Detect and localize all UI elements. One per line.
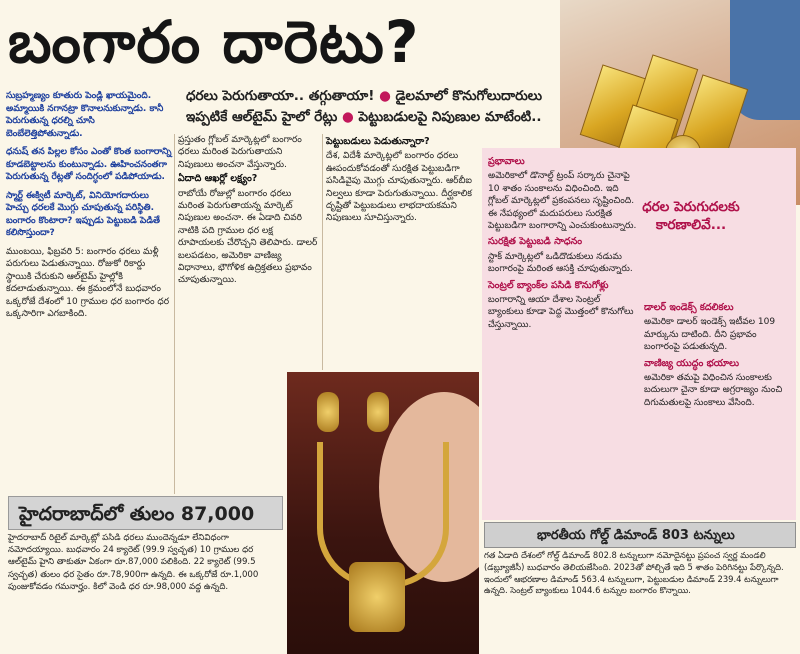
bullet-icon: ● bbox=[342, 109, 354, 125]
price-text: హైదరాబాద్ రిటైల్ మార్కెట్లో పసిడి ధరలు ముందెన్నడూ లేనివిధంగా నమోదయ్యాయి. బుధవారం 24 క్యారెట్ (99.9 స్వచ్ఛత) 10 గ్రాముల ధర ఆల్‌టైమ్ హైని తాకుతూ ఏకంగా రూ.87,000 పలికింది. 22 క్యారెట్ (99.5 స్వచ్ఛత) తులం ధర సైతం రూ.78,900గా ఉన్నది. ఈ ఒక్కరోజే రూ.1,000 పుంజుకోవడం గమనార్హం. కిలో వెండి ధర రూ.98,000 వద్ద ఉన్నది. bbox=[8, 533, 259, 592]
subhead-line2b: పెట్టుబడులపై నిపుణుల మాటేంటి.. bbox=[353, 109, 542, 125]
reasons-callout: ధరల పెరుగుదలకు కారణాలివే... bbox=[642, 199, 740, 233]
column-divider bbox=[174, 134, 175, 494]
middle-paragraph-3: దేశ, విదేశీ మార్కెట్లలో బంగారం ధరలు ఊపందుకోవడంతో సురక్షిత పెట్టుబడిగా పసిడివైపు మొగ్గు చూపుతున్నారు. ఆర్‌బీఐ నిల్వలు కూడా పెరుగుతున్నాయి. దీర్ఘకాలిక దృష్టితో పెట్టుబడులు లాభదాయకమని నిపుణులు సూచిస్తున్నారు. bbox=[326, 151, 472, 224]
bullet-icon: ● bbox=[379, 88, 391, 104]
reasons-column-a bbox=[488, 152, 638, 331]
earring bbox=[367, 392, 389, 432]
intro-blue-2: ధనుష్ తన పిల్లల కోసం ఎంతో కొంత బంగారాన్ని కూడబెట్టాలను కుంటున్నాడు. ఊహించనంతగా పెరుగుతున్న రేట్లతో సందిగ్ధంలో పడిపోయాడు. bbox=[6, 147, 172, 182]
spacer bbox=[644, 214, 794, 298]
price-banner: హైదరాబాద్‌లో తులం 87,000 bbox=[8, 496, 283, 530]
subheadline bbox=[186, 86, 576, 128]
middle-column-1 bbox=[178, 134, 320, 287]
section-safe-investment: సురక్షిత పెట్టుబడి సాధనం bbox=[488, 236, 583, 248]
necklace-photo bbox=[287, 372, 479, 654]
safe-investment-text: స్టాక్ మార్కెట్లలో ఒడిదొడుకులు నడుమ బంగారంపై మరింత ఆసక్తి చూపుతున్నారు. bbox=[488, 251, 633, 275]
section-trade-war: వాణిజ్య యుద్ధం భయాలు bbox=[644, 357, 739, 369]
middle-paragraph-2: రాబోయే రోజుల్లో బంగారం ధరలు మరింత పెరుగుతాయన్న మార్కెట్ నిపుణుల అంచనా. ఈ ఏడాది చివరి నాటికి పది గ్రాముల ధర లక్ష రూపాయలకు చేరొచ్చని తెలిపారు. డాలర్ బలపడటం, అమెరికా వాణిజ్య విధానాలు, భౌగోళిక ఉద్రిక్తతలు ప్రభావం చూపుతున్నాయి. bbox=[178, 188, 318, 286]
middle-column-2 bbox=[326, 134, 476, 225]
intro-blue-1: సుబ్రహ్మణ్యం కూతురు పెండ్లి ఖాయమైంది. అమ్మాయికి నగానట్రా కొనాలనుకున్నాడు. కానీ పెరుగుతున్న ధరల్ని చూసి బెంబేలెత్తిపోతున్నాడు. bbox=[6, 91, 164, 139]
demand-text: గత ఏడాది దేశంలో గోల్డ్ డిమాండ్ 802.8 టన్నులుగా నమోదైనట్టు ప్రపంచ స్వర్ణ మండలి (డబ్ల్యూజీసీ) బుధవారం తెలియజేసింది. 2023తో పోల్చితే ఇది 5 శాతం పెరిగినట్టు పేర్కొన్నది. ఇందులో ఆభరణాల డిమాండ్ 563.4 టన్నులుగా, పెట్టుబడుల డిమాండ్ 239.4 టన్నులుగా ఉన్నది. సెంట్రల్ బ్యాంకులు 1044.6 టన్నుల బంగారం కొన్నాయి. bbox=[484, 550, 784, 596]
subhead-line2: ఇప్పటికే ఆల్‌టైమ్ హైలో రేట్లు bbox=[186, 109, 343, 125]
middle-paragraph-1: ప్రస్తుతం గ్లోబల్ మార్కెట్లలో బంగారం ధరలు మరింత పెరుగుతాయని నిపుణులు అంచనా వేస్తున్నారు. bbox=[178, 135, 302, 170]
intro-blue-3: స్మార్ట్ ఈక్విటీ మార్కెట్, వినియోగదారులు హెచ్చు ధరలకే మొగ్గు చూపుతున్న పరిస్థితి. బంగారం కొంటారా? ఇప్పుడు పెట్టుబడి పెడితే కలిసొస్తుందా? bbox=[6, 190, 160, 238]
section-dollar-index: డాలర్ ఇండెక్స్ కదలికలు bbox=[644, 302, 734, 313]
headline: బంగారం దారెటు? bbox=[8, 8, 420, 76]
subhead-line1: ధరలు పెరుగుతాయా.. తగ్గుతాయా! bbox=[186, 88, 380, 104]
earring bbox=[317, 392, 339, 432]
necklace-pendant bbox=[349, 562, 405, 632]
column-divider bbox=[322, 134, 323, 370]
question-heading-1: ఏదాది ఆఖర్లో లక్ష్యం? bbox=[178, 173, 258, 185]
subhead-line1b: డైలమాలో కొనుగోలుదారులు bbox=[390, 88, 543, 104]
reasons-column-b bbox=[644, 214, 794, 409]
section-central-banks: సెంట్రల్ బ్యాంక్‌ల పసిడి కొనుగోళ్లు bbox=[488, 279, 609, 291]
left-column bbox=[6, 90, 172, 321]
left-body-text: ముంబయి, ఫిబ్రవరి 5: బంగారం ధరలు మళ్లీ పరుగులు పెడుతున్నాయి. రోజుకో రికార్డు స్థాయికి చేరుకుని ఆల్‌టైమ్ హైల్లోకి కదలాడుతున్నాయి. ఈ క్రమంలోనే బుధవారం ఒక్కరోజే దేశంలో 10 గ్రాముల ధర బంగారం ధర ఒక్కసారిగా ఎగబాకింది. bbox=[6, 246, 170, 319]
section-effects: ప్రభావాలు bbox=[488, 156, 525, 167]
dollar-index-text: అమెరికా డాలర్ ఇండెక్స్ ఇటీవల 109 మార్కును దాటింది. దీని ప్రభావం బంగారంపై పడుతున్నది. bbox=[644, 317, 776, 353]
effects-text: అమెరికాలో డొనాల్డ్ ట్రంప్ సర్కారు చైనాపై 10 శాతం సుంకాలను విధించింది. ఇది గ్లోబల్ మార్కెట్లలో ప్రకంపనలు సృష్టించింది. ఈ నేపథ్యంలో మదుపరులు సురక్షిత పెట్టుబడిగా బంగారాన్ని ఎంచుకుంటున్నారు. bbox=[488, 171, 637, 232]
demand-banner: భారతీయ గోల్డ్ డిమాండ్ 803 టన్నులు bbox=[484, 522, 796, 548]
central-banks-text: బంగారాన్ని ఆయా దేశాల సెంట్రల్ బ్యాంకులు కూడా పెద్ద మొత్తంలో కొనుగోలు చేస్తున్నాయి. bbox=[488, 295, 634, 330]
question-heading-2: పెట్టుబడులు పెడుతున్నారా? bbox=[326, 136, 430, 147]
trade-war-text: అమెరికా తమపై విధించిన సుంకాలకు బదులుగా చైనా కూడా అగ్రరాజ్యం నుంచి దిగుమతులపై సుంకాలు వేసింది. bbox=[644, 373, 783, 408]
